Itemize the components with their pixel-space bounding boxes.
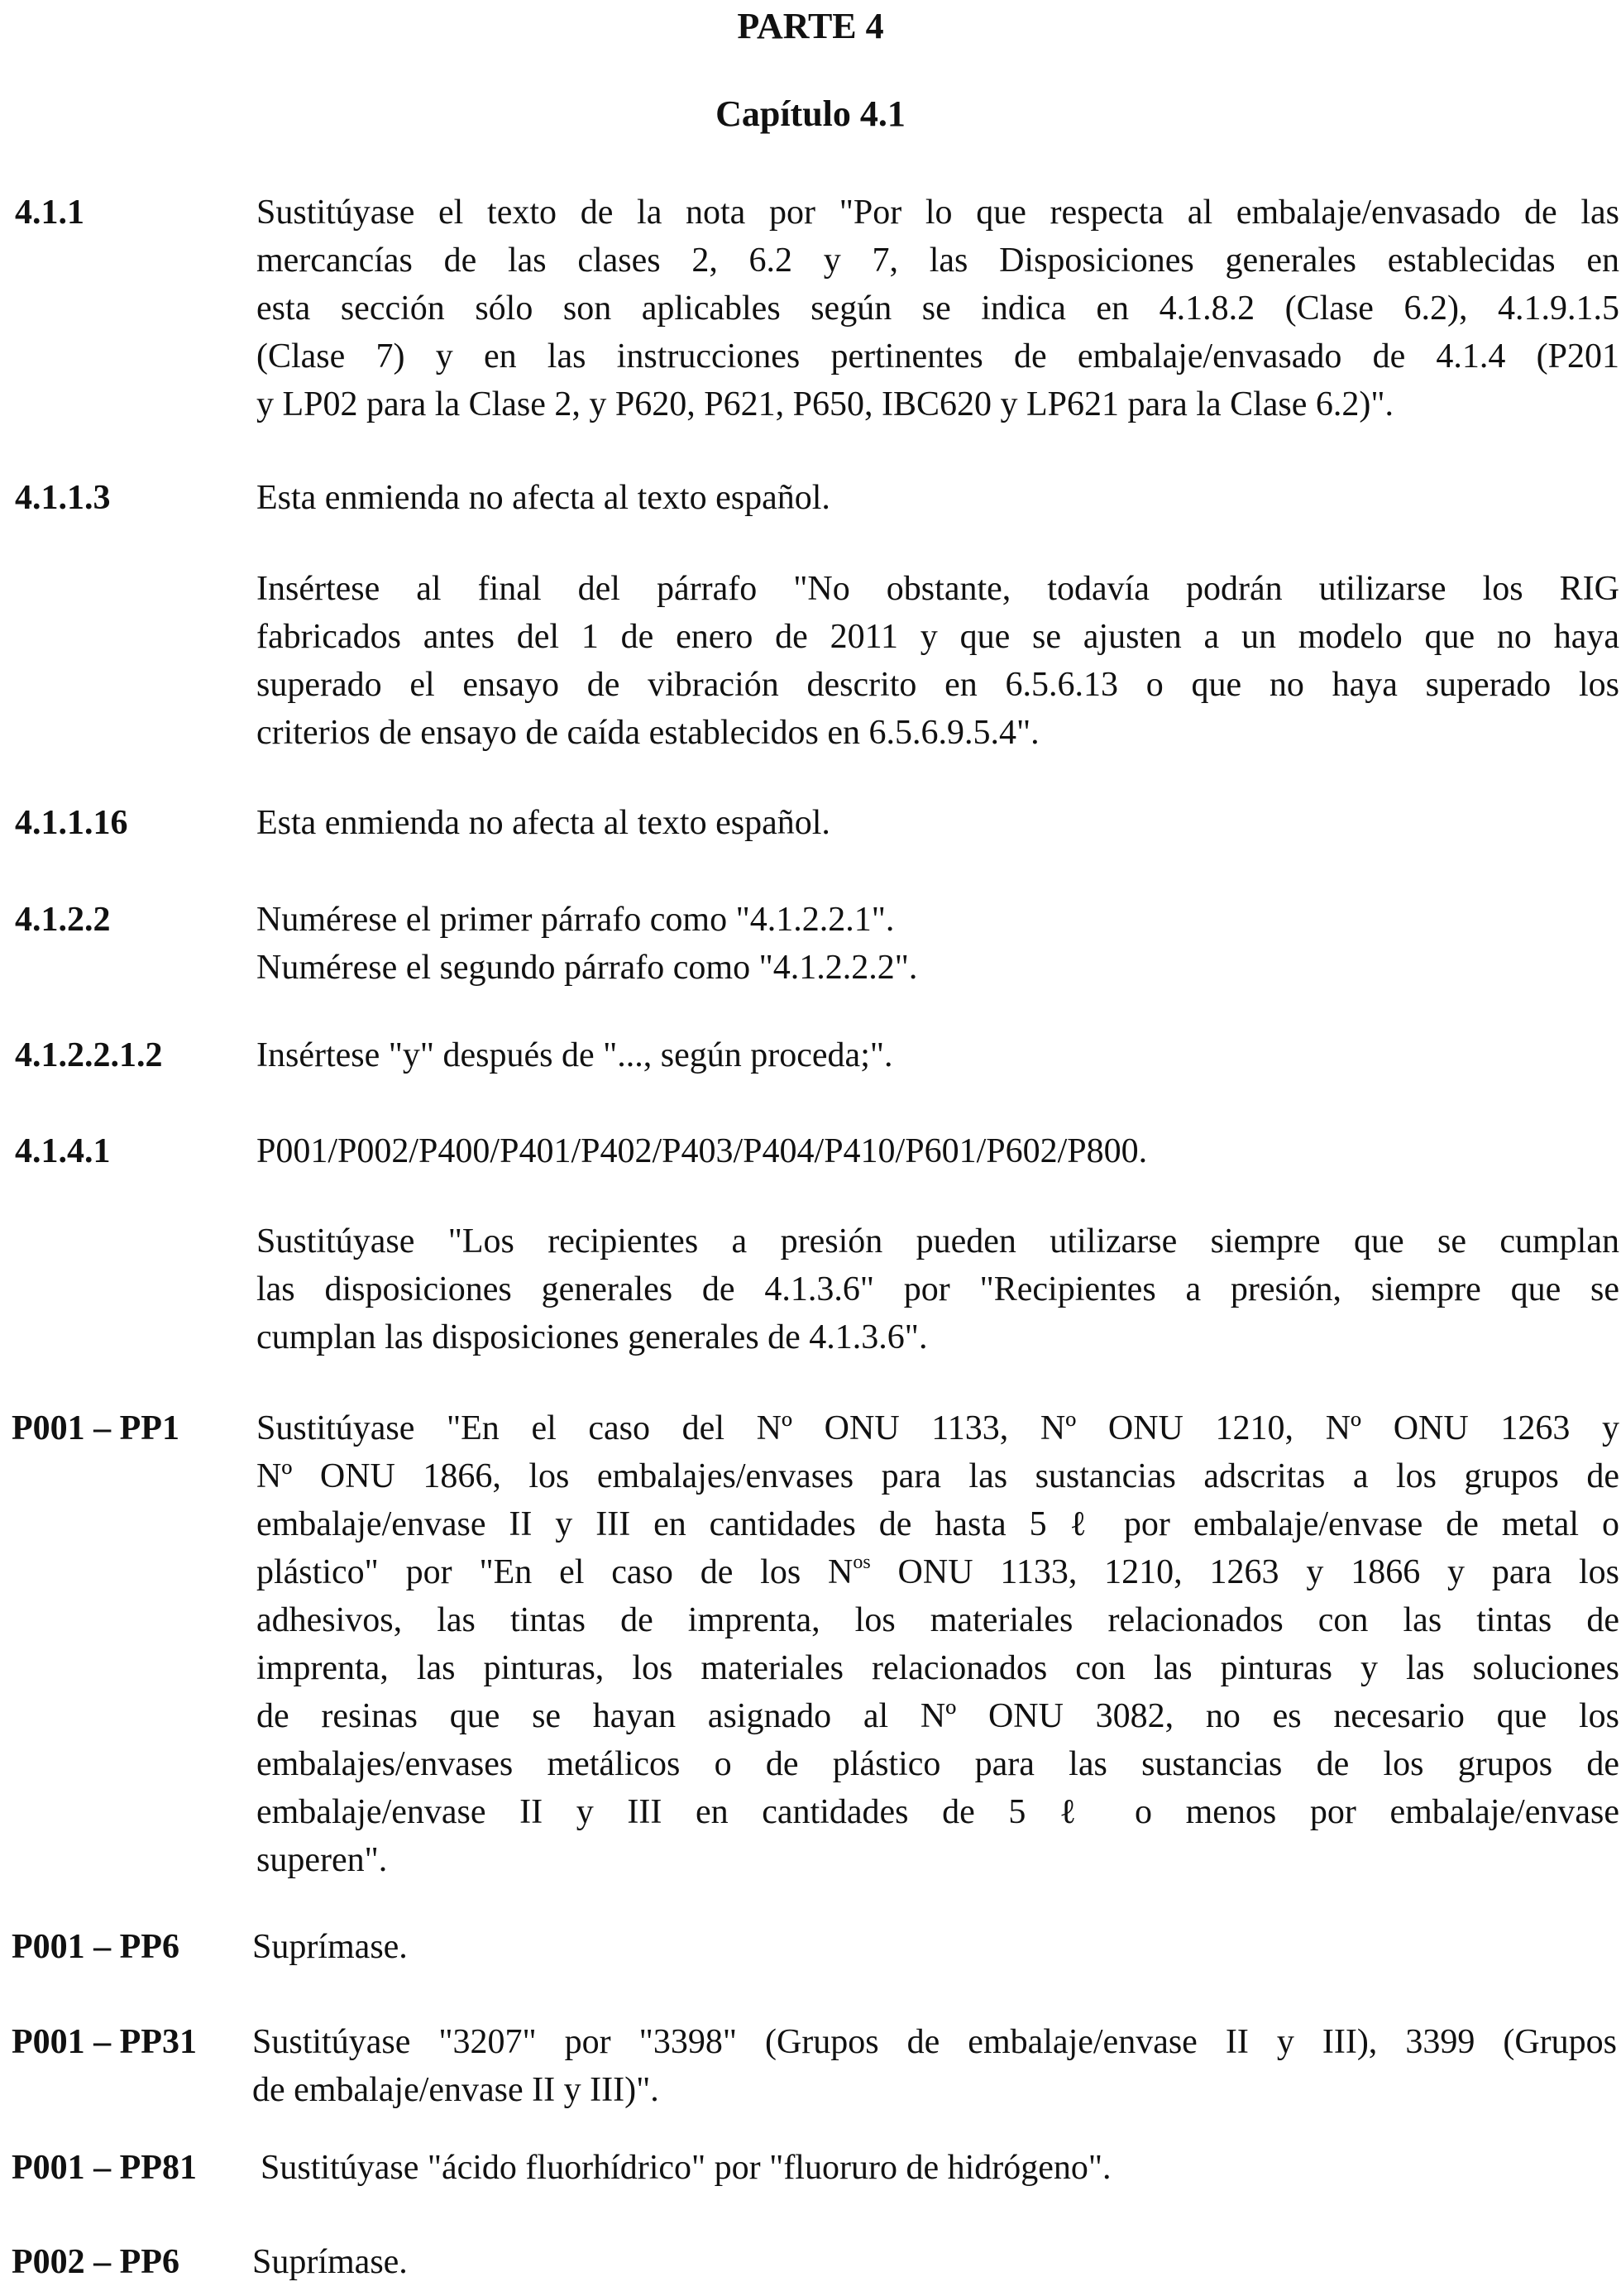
entry-label-p001-pp31: P001 – PP31 [12, 2023, 197, 2061]
entry-text-4-1-4-1-replace: Sustitúyase "Los recipientes a presión pueden utilizarse siempre que se cumplan las disposiciones generales de 4.1.3.6" por "Recipientes a presión, siempre que se cumplan las disposiciones generales de 4.1.3.6". [256, 1222, 1619, 1356]
entry-text-p001-pp31: Sustitúyase "3207" por "3398" (Grupos de embalaje/envase II y III), 3399 (Grupos de embalaje/envase II y III)". [252, 2023, 1617, 2109]
entry-text-p001-pp81: Sustitúyase "ácido fluorhídrico" por "fluoruro de hidrógeno". [261, 2149, 1112, 2187]
entry-text-p001-pp1: Sustitúyase "En el caso del Nº ONU 1133, Nº ONU 1210, Nº ONU 1263 y Nº ONU 1866, los embalajes/envases para las sustancias adscritas a los grupos de embalaje/envase II y III en cantidades de hasta 5 ℓ por embalaje/envase de metal o plástico" por "En el caso de los $N^{os}$ ONU 1133, 1210, 1263 y 1866 y para los adhesivos, las tintas de imprenta, los materiales relacionados con las tintas de imprenta, las pinturas, los materiales relacionados con las pinturas y las soluciones de resinas que se hayan asignado al Nº ONU 3082, no es necesario que los embalajes/envases metálicos o de plástico para las sustancias de los grupos de embalaje/envase II y III en cantidades de 5 ℓ o menos por embalaje/envase superen". [256, 1409, 1619, 1879]
entry-text-4-1-2-2: Numérese el primer párrafo como "4.1.2.2.1". Numérese el segundo párrafo como "4.1.2.2.2". [256, 901, 918, 987]
entry-label-4-1-1-3: 4.1.1.3 [15, 479, 111, 517]
entry-text-4-1-4-1: P001/P002/P400/P401/P402/P403/P404/P410/P601/P602/P800. [256, 1132, 1148, 1170]
entry-label-4-1-4-1: 4.1.4.1 [15, 1132, 111, 1170]
entry-label-p001-pp6: P001 – PP6 [12, 1928, 179, 1966]
entry-label-p002-pp6: P002 – PP6 [12, 2243, 179, 2281]
entry-label-p001-pp1: P001 – PP1 [12, 1409, 179, 1447]
chapter-heading: Capítulo 4.1 [715, 93, 906, 134]
entry-label-4-1-1: 4.1.1 [15, 194, 84, 232]
entry-label-4-1-2-2: 4.1.2.2 [15, 901, 111, 939]
entry-text-p001-pp6: Suprímase. [252, 1928, 408, 1966]
entry-text-4-1-2-2-1-2: Insértese "y" después de "..., según proceda;". [256, 1036, 893, 1074]
entry-label-4-1-2-2-1-2: 4.1.2.2.1.2 [15, 1036, 163, 1074]
entry-label-4-1-1-16: 4.1.1.16 [15, 804, 128, 842]
entry-text-4-1-1: Sustitúyase el texto de la nota por "Por lo que respecta al embalaje/envasado de las mercancías de las clases 2, 6.2 y 7, las Disposiciones generales establecidas en esta sección sólo son aplicables según se indica en 4.1.8.2 (Clase 6.2), 4.1.9.1.5 (Clase 7) y en las instrucciones pertinentes de embalaje/envasado de 4.1.4 (P201 y LP02 para la Clase 2, y P620, P621, P650, IBC620 y LP621 para la Clase 6.2)". [256, 194, 1619, 423]
entry-text-4-1-1-3-insert: Insértese al final del párrafo "No obstante, todavía podrán utilizarse los RIG fabricados antes del 1 de enero de 2011 y que se ajusten a un modelo que no haya superado el ensayo de vibración descrito en 6.5.6.13 o que no haya superado los criterios de ensayo de caída establecidos en 6.5.6.9.5.4". [256, 570, 1619, 752]
entry-label-p001-pp81: P001 – PP81 [12, 2149, 197, 2187]
entry-text-4-1-1-16: Esta enmienda no afecta al texto español. [256, 804, 830, 842]
entry-text-4-1-1-3: Esta enmienda no afecta al texto español. [256, 479, 830, 517]
part-heading: PARTE 4 [737, 6, 884, 46]
entry-text-p002-pp6: Suprímase. [252, 2243, 408, 2281]
